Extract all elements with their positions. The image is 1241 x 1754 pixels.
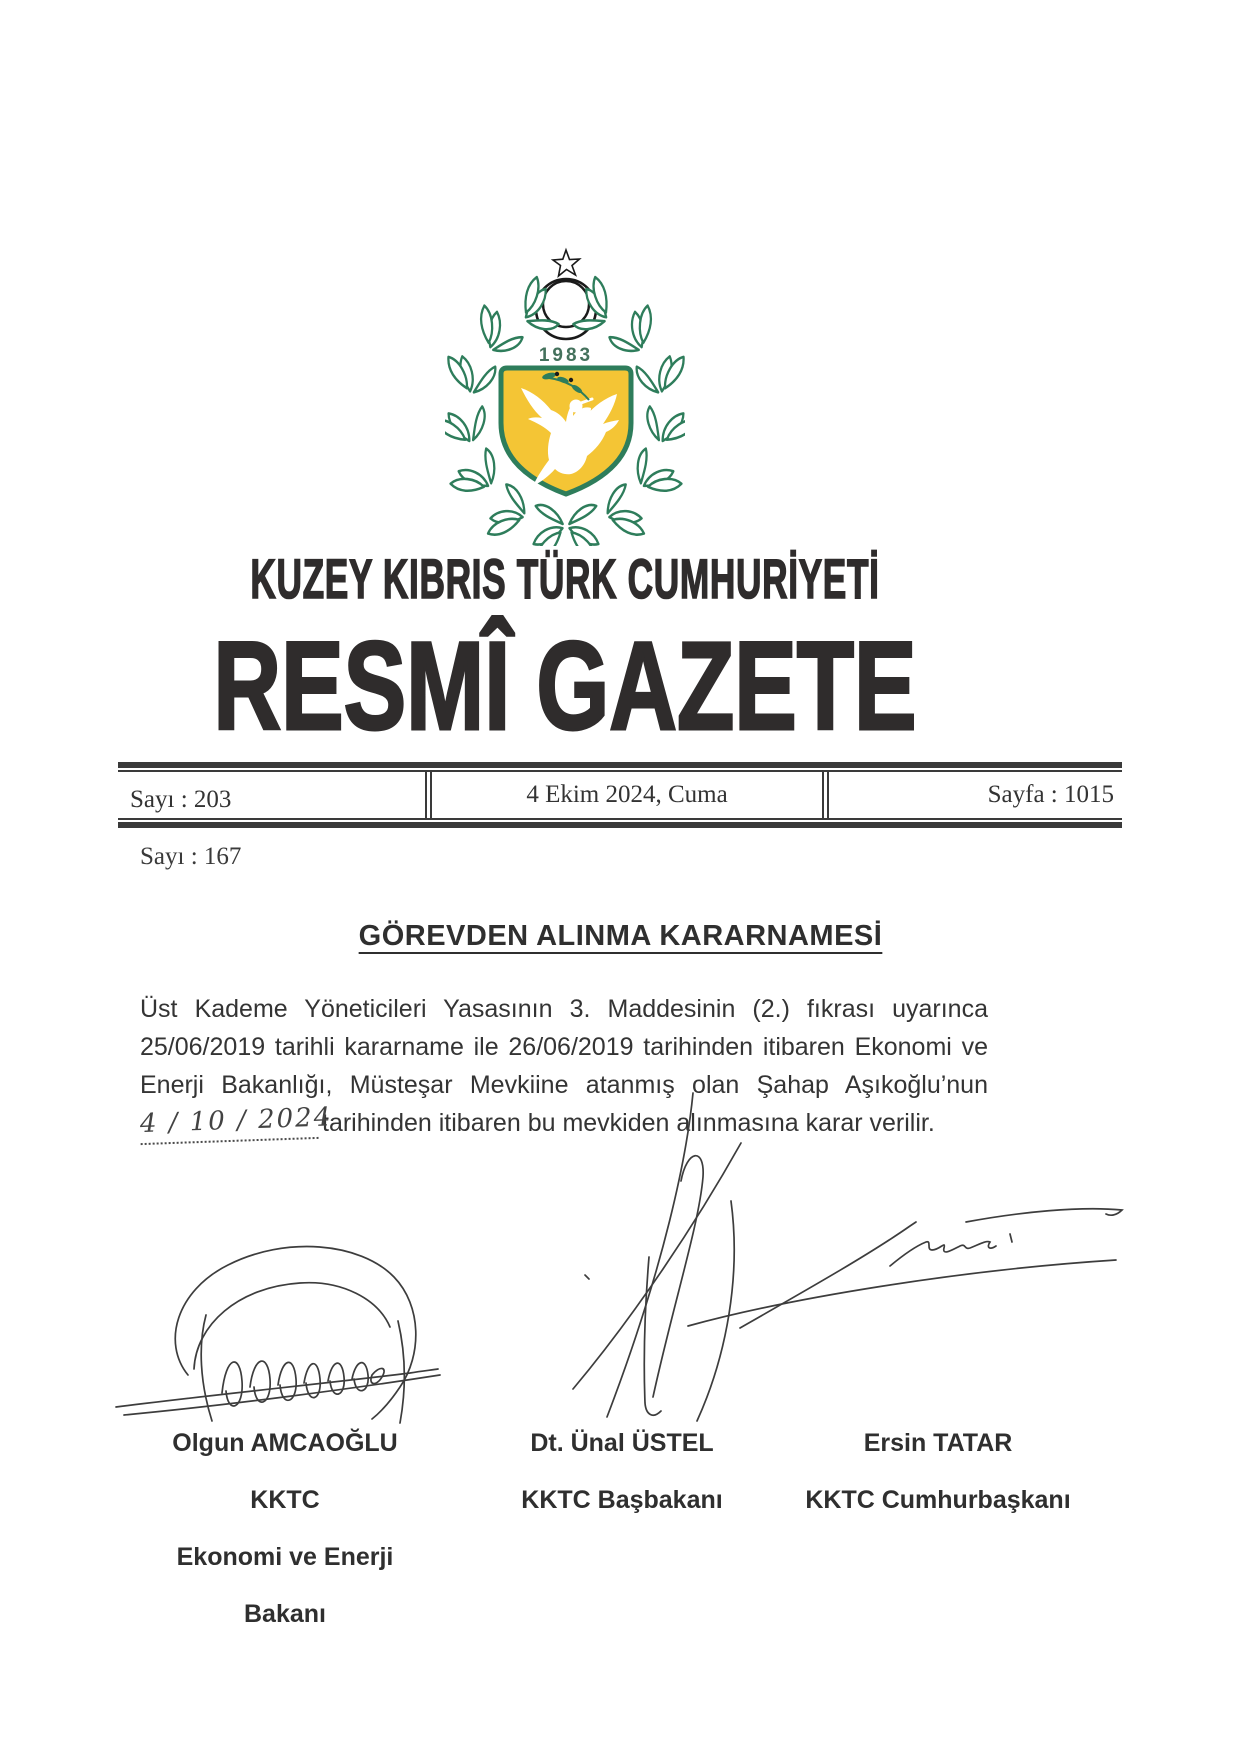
signer-title: KKTC [250,1486,320,1514]
handwritten-date: 4 / 10 / 2024 [139,1099,318,1145]
signer-title: KKTC Başbakanı [521,1486,723,1514]
decree-line-1: Üst Kademe Yöneticileri Yasasının 3. Maddesinin (2.) fıkrası uyarınca [140,995,988,1023]
masthead [0,0,1130,760]
signer-block-ustel [467,1428,777,1542]
issue-number: Sayı : 203 [130,786,232,813]
signer-name: Olgun AMCAOĞLU [172,1429,398,1457]
info-bar [118,762,1122,828]
emblem-year: 1983 [538,345,594,366]
decree-line-4-text: tarihinden itibaren bu mevkiden alınmasına karar verilir. [322,1109,935,1137]
decree-title-text: GÖREVDEN ALINMA KARARNAMESİ [358,920,883,952]
signer-block-amcaoglu [130,1428,440,1656]
signature-amcaoglu [110,1225,445,1430]
issue-date: 4 Ekim 2024, Cuma [425,772,829,818]
gazette-title: RESMÎ GAZETE [213,617,917,756]
secondary-issue-number: Sayı : 167 [140,843,242,870]
decree-line-3: Enerji Bakanlığı, Müsteşar Mevkiine atanmış olan Şahap Aşıkoğlu’nun [140,1071,988,1099]
star-icon [553,250,580,276]
page-number: Sayfa : 1015 [987,781,1114,808]
signature-tatar [680,1170,1125,1330]
signer-name: Dt. Ünal ÜSTEL [530,1429,714,1457]
signer-name: Ersin TATAR [863,1429,1013,1457]
kktc-coat-of-arms [445,246,685,546]
signer-title: Ekonomi ve Enerji [176,1543,394,1571]
info-bar-rule [118,762,1122,828]
country-title: KUZEY KIBRIS TÜRK CUMHURİYETİ [250,547,880,610]
decree-line-2: 25/06/2019 tarihli kararname ile 26/06/2019 tarihinden itibaren Ekonomi ve [140,1033,988,1061]
signer-block-tatar [783,1428,1093,1542]
signer-title: KKTC Cumhurbaşkanı [805,1486,1071,1514]
signer-title: Bakanı [244,1600,326,1628]
decree-title [0,920,1241,953]
